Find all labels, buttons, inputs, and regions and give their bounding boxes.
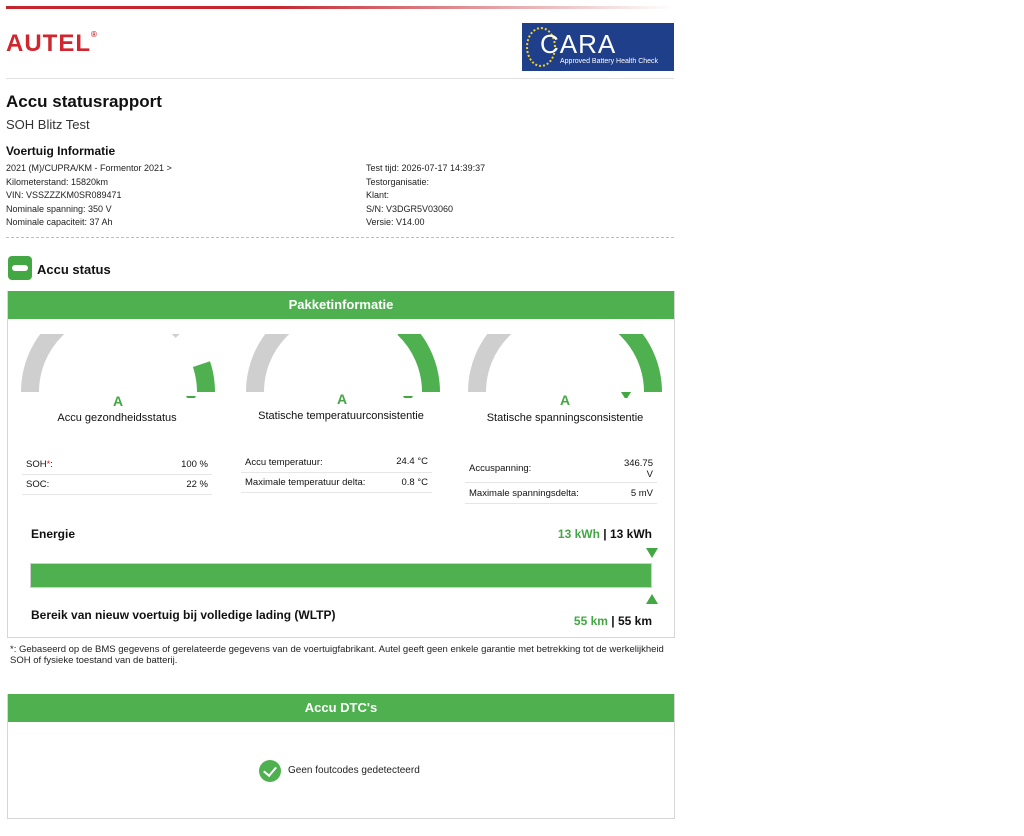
stat-soc <box>22 477 212 495</box>
stat-soc-key: SOC: <box>26 479 50 490</box>
vehicle-mileage: Kilometerstand: 15820km <box>6 176 109 187</box>
divider <box>6 78 674 79</box>
energy-current: 13 kWh <box>557 527 600 541</box>
range-value <box>574 614 652 628</box>
report-subtitle: SOH Blitz Test <box>6 117 90 132</box>
energy-bar <box>30 563 652 588</box>
energy-nominal: 13 kWh <box>609 527 652 541</box>
dashed-divider <box>6 237 674 238</box>
vehicle-info-right <box>366 162 485 230</box>
test-organisation: Testorganisatie: <box>366 176 430 187</box>
stat-soh-value: 100 % <box>181 459 208 470</box>
stat-temp-delta <box>241 474 432 493</box>
stat-voltage-delta-key: Maximale spanningsdelta: <box>469 488 579 499</box>
range-marker-icon <box>646 594 658 604</box>
stat-temp <box>241 454 432 473</box>
test-time: Test tijd: 2026-07-17 14:39:37 <box>366 163 486 173</box>
battery-status-label: Accu status <box>37 262 111 277</box>
energy-marker-icon <box>646 548 658 558</box>
brand-text: AUTEL <box>6 30 91 57</box>
energy-sep: | <box>603 527 607 541</box>
gauge-voltage-grade: A <box>560 392 571 408</box>
stat-voltage <box>465 456 657 483</box>
range-nominal: 55 km <box>617 614 652 628</box>
gauge-health-grade: A <box>113 393 124 409</box>
soh-asterisk: * <box>46 459 51 470</box>
energy-bar-fill <box>31 564 651 587</box>
report-title: Accu statusrapport <box>6 92 162 111</box>
gauge-health-label: Accu gezondheidsstatus <box>57 412 177 424</box>
stat-soc-value: 22 % <box>186 479 208 490</box>
vehicle-vin: VIN: VSSZZZKM0SR089471 <box>6 190 122 201</box>
stat-soh-colon: : <box>50 459 53 470</box>
vehicle-info-heading: Voertuig Informatie <box>6 144 116 158</box>
gauge-voltage-label: Statische spanningsconsistentie <box>486 412 644 424</box>
stat-voltage-key: Accuspanning: <box>469 463 532 474</box>
no-fault-message: Geen foutcodes gedetecteerd <box>288 765 420 776</box>
stat-voltage-value: 346.75 <box>623 458 653 469</box>
dtc-panel <box>7 694 675 819</box>
stat-temp-key: Accu temperatuur: <box>245 457 323 468</box>
stat-temp-delta-value: 0.8 °C <box>401 477 428 488</box>
cara-badge <box>522 23 674 71</box>
autel-logo <box>6 30 98 58</box>
gauge-temp-label: Statische temperatuurconsistentie <box>258 410 424 422</box>
gauge-temp-grade: A <box>337 391 348 407</box>
dtc-heading: Accu DTC's <box>8 694 674 722</box>
gauge-health <box>18 334 218 398</box>
vehicle-nominal-voltage: Nominale spanning: 350 V <box>6 203 112 214</box>
cara-title: CARA <box>540 29 617 59</box>
check-icon <box>259 760 281 782</box>
range-sep: | <box>611 614 615 628</box>
stat-voltage-delta-value: 5 mV <box>630 488 653 499</box>
stat-voltage-delta <box>465 485 657 504</box>
range-current: 55 km <box>573 614 608 628</box>
stat-temp-delta-key: Maximale temperatuur delta: <box>245 477 366 488</box>
stat-soh <box>22 457 212 475</box>
serial-number: S/N: V3DGR5V03060 <box>366 203 454 214</box>
vehicle-model: 2021 (M)/CUPRA/KM - Formentor 2021 > <box>6 163 172 173</box>
energy-label: Energie <box>31 527 76 541</box>
battery-car-icon <box>8 256 32 280</box>
brand-registered-mark: ® <box>91 30 98 39</box>
top-accent-line <box>6 6 674 9</box>
footnote: *: Gebaseerd op de BMS gegevens of gerelateerde gegevens van de voertuigfabrikant. Autel geeft geen enkele garantie met betrekking tot de werkelijkheid SOH of fysieke toestand van de batterij. <box>10 644 664 666</box>
gauge-temp <box>243 334 443 398</box>
customer: Klant: <box>366 190 390 201</box>
range-label: Bereik van nieuw voertuig bij volledige lading (WLTP) <box>31 608 336 622</box>
stat-voltage-unit: V <box>646 469 653 480</box>
stat-temp-value: 24.4 °C <box>396 456 428 467</box>
gauge-voltage <box>465 334 665 398</box>
version: Versie: V14.00 <box>366 217 425 228</box>
stat-soh-key: SOH <box>26 459 47 470</box>
energy-value <box>558 527 652 541</box>
pakket-heading: Pakketinformatie <box>8 291 674 319</box>
vehicle-info-left <box>6 162 172 230</box>
vehicle-nominal-capacity: Nominale capaciteit: 37 Ah <box>6 217 113 228</box>
cara-subtitle: Approved Battery Health Check <box>560 58 659 65</box>
